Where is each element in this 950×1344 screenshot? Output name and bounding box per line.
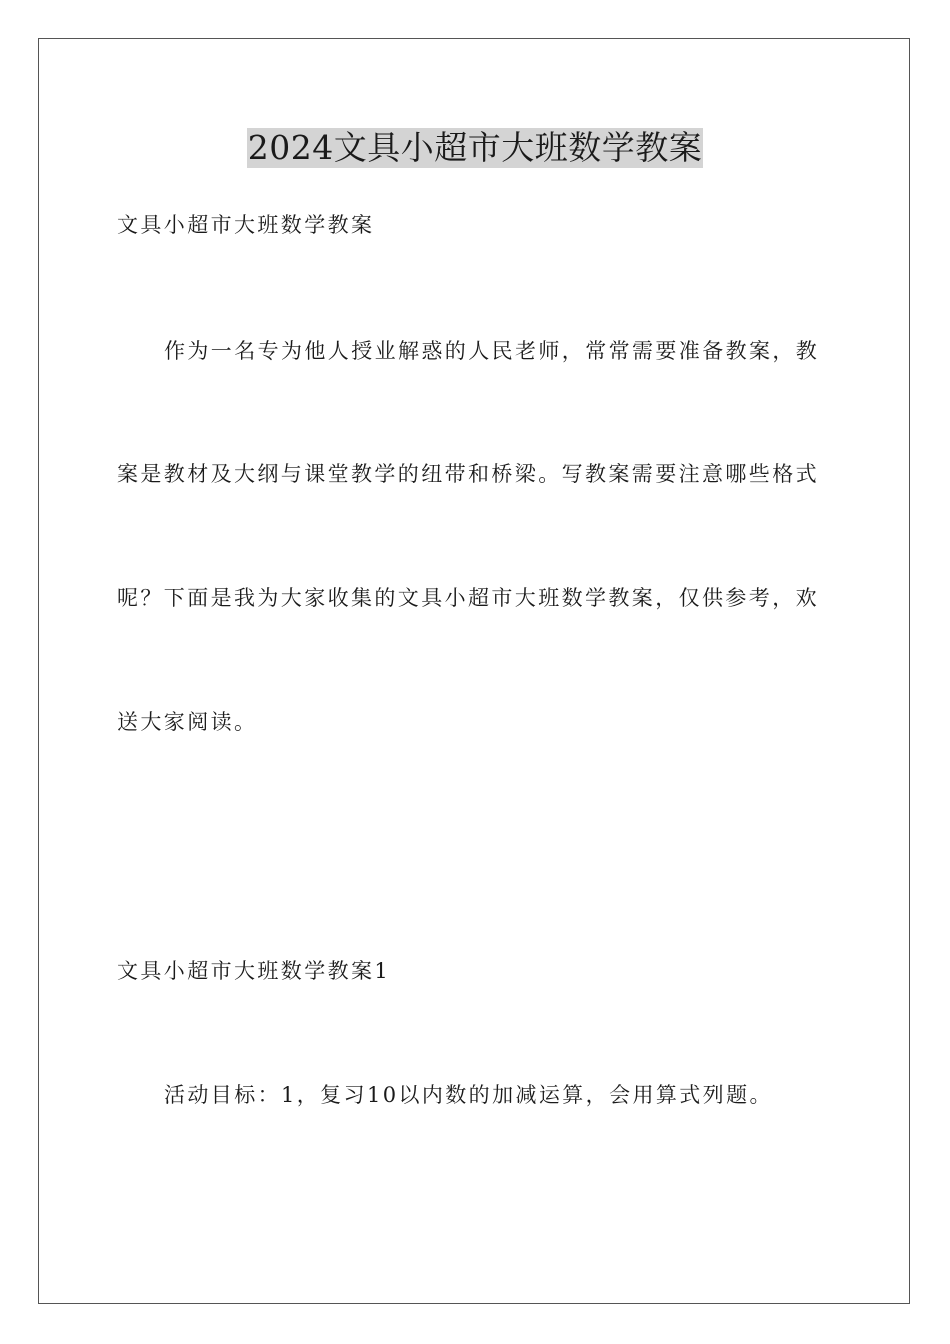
section-heading: 文具小超市大班数学教案1 xyxy=(117,959,391,983)
intro-line-4: 送大家阅读。 xyxy=(117,710,258,734)
document-subtitle: 文具小超市大班数学教案 xyxy=(117,213,375,237)
intro-line-1: 作为一名专为他人授业解惑的人民老师，常常需要准备教案，教 xyxy=(164,339,820,363)
document-title: 2024文具小超市大班数学教案 xyxy=(247,128,703,167)
title-container xyxy=(0,128,950,168)
intro-line-3: 呢？下面是我为大家收集的文具小超市大班数学教案，仅供参考，欢 xyxy=(117,586,819,610)
intro-line-2: 案是教材及大纲与课堂教学的纽带和桥梁。写教案需要注意哪些格式 xyxy=(117,462,819,486)
activity-goal: 活动目标：1，复习10以内数的加减运算，会用算式列题。 xyxy=(164,1083,773,1107)
